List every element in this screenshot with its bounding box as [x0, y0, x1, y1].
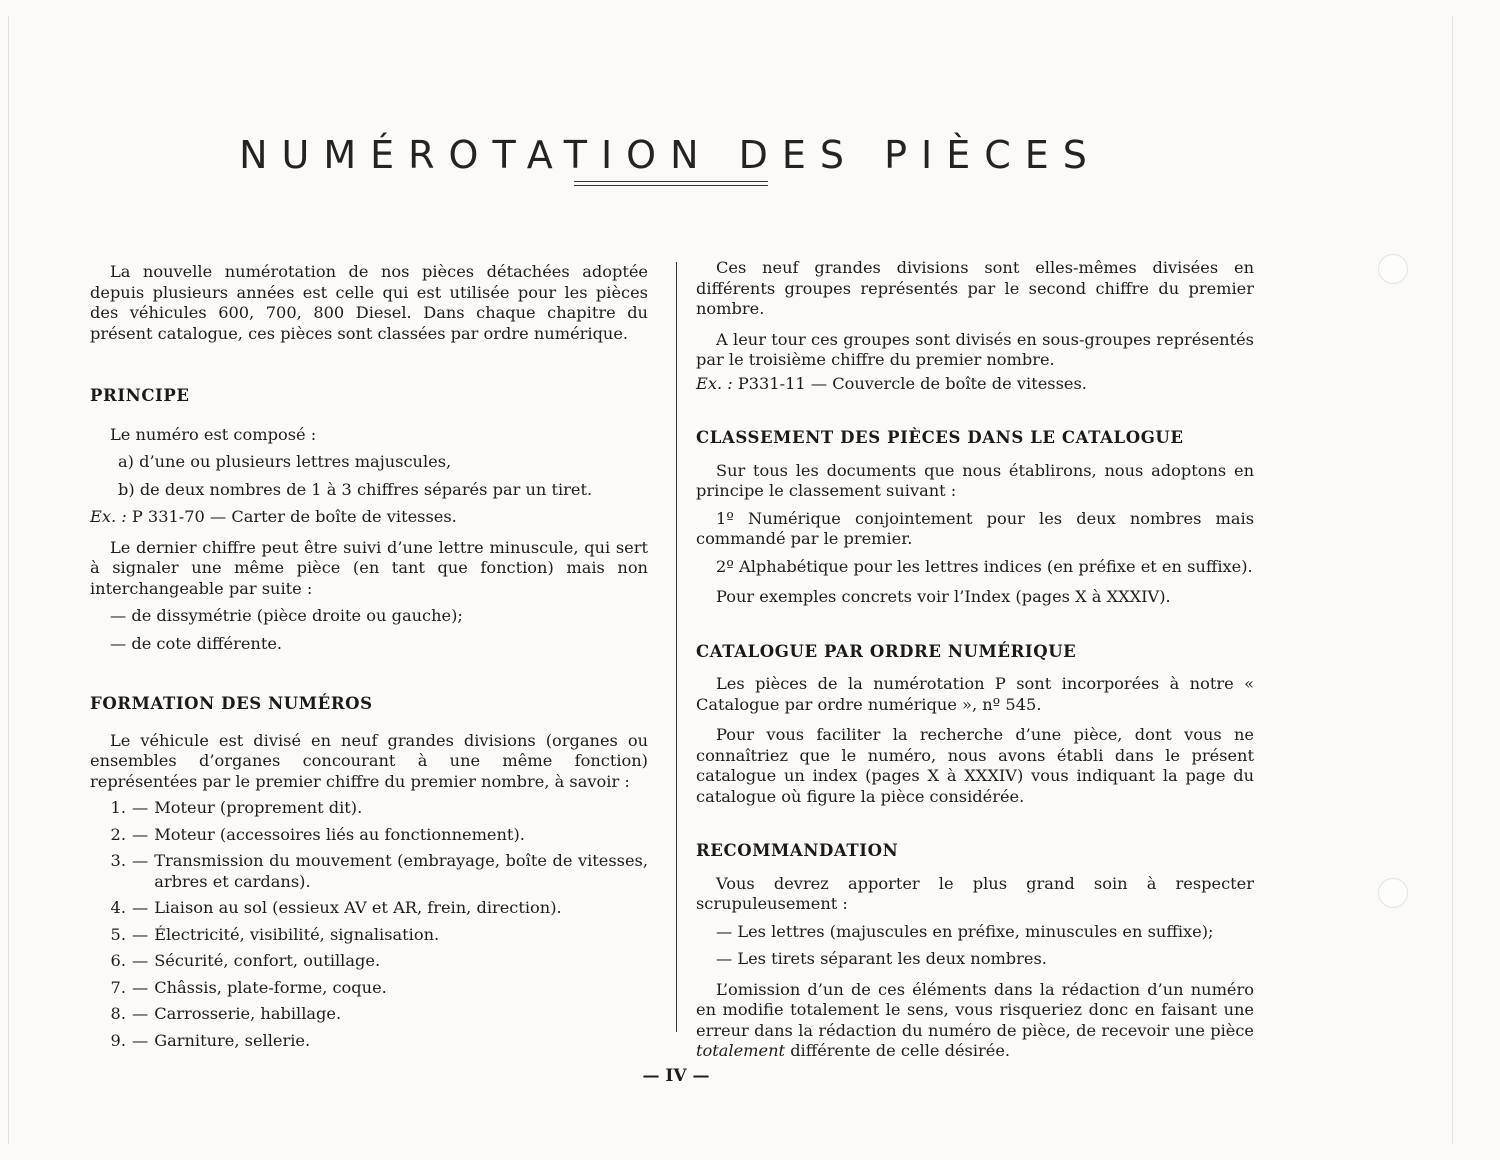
example-text: P 331-70 — Carter de boîte de vitesses. — [131, 507, 457, 526]
example-label: Ex. : — [696, 373, 733, 393]
formation-heading: FORMATION DES NUMÉROS — [90, 694, 373, 713]
principe-item-b: b) de deux nombres de 1 à 3 chiffres séparés par un tiret. — [118, 479, 593, 499]
recommandation-intro: Vous devrez apporter le plus grand soin à respecter scrupuleusement : — [696, 873, 1254, 913]
list-item: 4. — Liaison au sol (essieux AV et AR, frein, direction). — [110, 898, 562, 917]
groups-paragraph: Ces neuf grandes divisions sont elles-mêmes divisées en différents groupes représentés par le second chiffre du premier nombre. — [696, 258, 1254, 318]
emphasis-totalement: totalement — [696, 1041, 786, 1060]
principe-dash-1: — de dissymétrie (pièce droite ou gauche); — [110, 606, 463, 625]
principe-heading: PRINCIPE — [90, 386, 190, 405]
example-label: Ex. : — [90, 507, 127, 526]
divisions-list — [90, 798, 648, 1051]
recommandation-dash-1: — Les lettres (majuscules en préfixe, minuscules en suffixe); — [716, 921, 1214, 941]
title-underline — [574, 181, 768, 186]
list-item: 6. — Sécurité, confort, outillage. — [110, 951, 381, 970]
principe-dash-2: — de cote différente. — [110, 633, 283, 653]
punch-hole-top — [1378, 254, 1408, 284]
list-item: 8. — Carrosserie, habillage. — [110, 1004, 342, 1023]
list-item: 1. — Moteur (proprement dit). — [110, 798, 363, 817]
classement-examples: Pour exemples concrets voir l’Index (pages X à XXXIV). — [716, 587, 1171, 606]
list-item: 9. — Garniture, sellerie. — [110, 1030, 311, 1050]
catalogue-p2: Pour vous faciliter la recherche d’une pièce, dont vous ne connaîtriez que le numéro, nous avons établi dans le présent catalogue un index (pages X à XXXIV) vous indiquant la page du catalogue où figure la pièce considérée. — [696, 725, 1254, 806]
subgroups-paragraph: A leur tour ces groupes sont divisés en sous-groupes représentés par le troisième chiffre du premier nombre. — [696, 329, 1254, 369]
formation-intro: Le véhicule est divisé en neuf grandes divisions (organes ou ensembles d’organes concourant à une même fonction) représentées par le premier chiffre du premier nombre, à savoir : — [90, 730, 648, 791]
page-title: NUMÉROTATION DES PIÈCES — [239, 133, 1101, 178]
classement-heading: CLASSEMENT DES PIÈCES DANS LE CATALOGUE — [696, 428, 1184, 447]
classement-item-1: 1º Numérique conjointement pour les deux nombres mais commandé par le premier. — [696, 508, 1254, 548]
classement-item-2: 2º Alphabétique pour les lettres indices (en préfixe et en suffixe). — [716, 556, 1253, 576]
right-column — [696, 258, 1254, 1062]
principe-last-digit: Le dernier chiffre peut être suivi d’une lettre minuscule, qui sert à signaler une même pièce (en tant que fonction) mais non interchangeable par suite : — [90, 537, 648, 598]
left-column — [90, 258, 648, 1051]
recommandation-heading: RECOMMANDATION — [696, 841, 899, 860]
list-item: 5. — Électricité, visibilité, signalisation. — [110, 924, 440, 944]
principe-example — [90, 507, 648, 528]
recommandation-omission: L’omission d’un de ces éléments dans la rédaction d’un numéro en modifie totalement le sens, vous risqueriez donc en faisant une erreur dans la rédaction du numéro de pièce, de recevoir une pièce totalement différente de celle désirée. — [696, 979, 1254, 1060]
punch-hole-bottom — [1378, 878, 1408, 908]
list-item: 3. — Transmission du mouvement (embrayage, boîte de vitesses, arbres et cardans). — [110, 851, 648, 891]
principe-composed: Le numéro est composé : — [110, 424, 317, 444]
classement-intro: Sur tous les documents que nous établirons, nous adoptons en principe le classement suivant : — [696, 460, 1254, 500]
recommandation-dash-2: — Les tirets séparant les deux nombres. — [716, 949, 1047, 968]
intro-paragraph: La nouvelle numérotation de nos pièces détachées adoptée depuis plusieurs années est celle qui est utilisée pour les pièces des véhicules 600, 700, 800 Diesel. Dans chaque chapitre du présent catalogue, ces pièces sont classées par ordre numérique. — [90, 262, 648, 343]
subgroups-example — [696, 374, 1254, 395]
list-item: 7. — Châssis, plate-forme, coque. — [110, 977, 387, 997]
list-item: 2. — Moteur (accessoires liés au fonctionnement). — [110, 824, 525, 844]
example-text: P331-11 — Couvercle de boîte de vitesses. — [737, 373, 1087, 393]
catalogue-heading: CATALOGUE PAR ORDRE NUMÉRIQUE — [696, 641, 1077, 661]
principe-item-a: a) d’une ou plusieurs lettres majuscules, — [118, 452, 452, 471]
column-divider — [676, 262, 677, 1032]
page-number: — IV — — [642, 1066, 710, 1086]
catalogue-p1: Les pièces de la numérotation P sont incorporées à notre « Catalogue par ordre numérique », nº 545. — [696, 674, 1254, 714]
